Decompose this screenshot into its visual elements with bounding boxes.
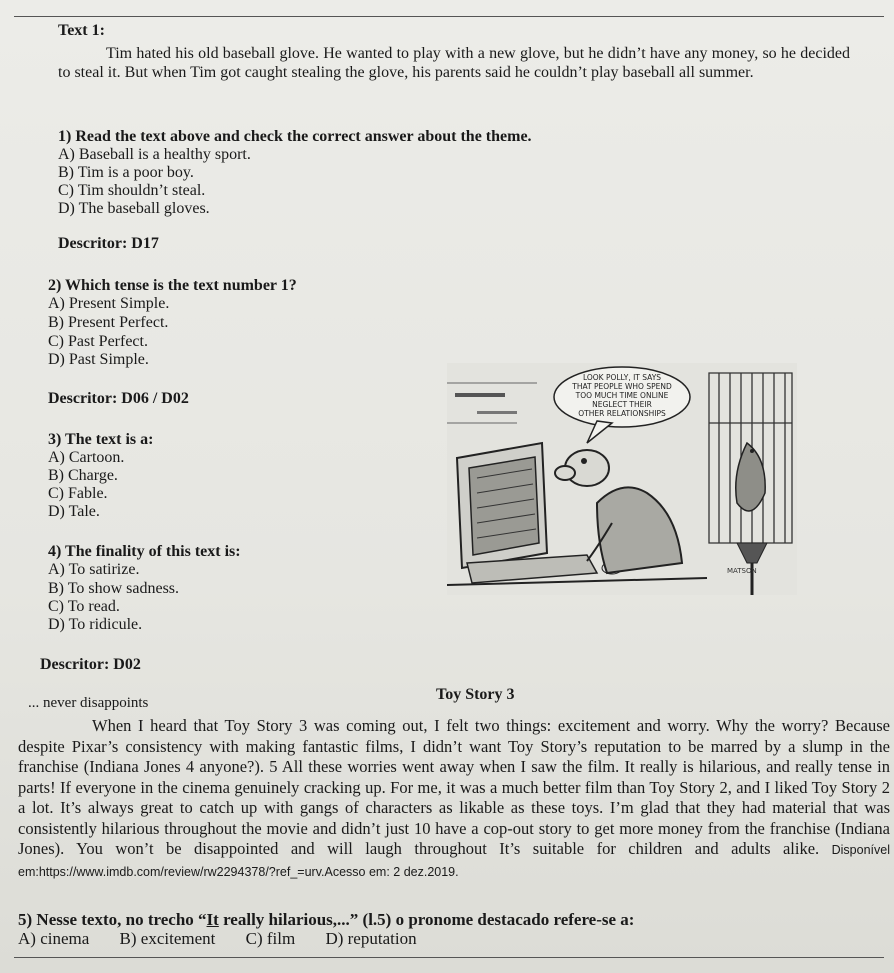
q3-stem: 3) The text is a: (48, 431, 154, 448)
q4-option-c[interactable]: C) To read. (48, 598, 120, 615)
speech-line-4: NEGLECT THEIR (592, 400, 652, 409)
q5-highlighted-pronoun: It (206, 910, 219, 929)
review-paragraph: When I heard that Toy Story 3 was coming out, I felt two things: excitement and worry. Why the worry? Because despite Pixar’s consistency with making fantastic films, I didn’t want Toy Story’s reputation to be marred by a slump in the franchise (Indiana Jones 4 anyone?). 5 All these worries went away when I saw the film. It really is hilarious, and really tense in parts! If everyone in the cinema genuinely cracking up. For me, it was a much better film than Toy Story 2, and I liked Toy Story 2 a lot. It’s always great to catch up with gangs of characters as likable as these toys. I’m glad that they had material that was consistently hilarious throughout the movie and didn’t just 10 have a cop-out story to get more money from the franchise (Indiana Jones). You won’t be disappointed and will laugh throughout It’s suitable for children and adults alike. Disponível em:https://www.imdb.com/review/rw2294378/?ref_=urv.Acesso em: 2 dez.2019. (18, 716, 890, 879)
q3-option-a[interactable]: A) Cartoon. (48, 449, 125, 466)
q5-stem: 5) Nesse texto, no trecho “It really hilarious,...” (l.5) o pronome destacado refere-se a: (18, 910, 635, 929)
q2-option-d[interactable]: D) Past Simple. (48, 351, 149, 368)
q4-option-b[interactable]: B) To show sadness. (48, 580, 180, 597)
q1-option-b[interactable]: B) Tim is a poor boy. (58, 164, 194, 181)
q1-option-d[interactable]: D) The baseball gloves. (58, 200, 210, 217)
cartoon-illustration (447, 363, 797, 595)
q1-stem: 1) Read the text above and check the correct answer about the theme. (58, 128, 532, 145)
q5-option-c[interactable]: C) film (245, 929, 296, 948)
q2-option-b[interactable]: B) Present Perfect. (48, 314, 169, 331)
q4-option-a[interactable]: A) To satirize. (48, 561, 140, 578)
q4-option-d[interactable]: D) To ridicule. (48, 616, 143, 633)
q2-stem: 2) Which tense is the text number 1? (48, 277, 297, 294)
q1-option-a[interactable]: A) Baseball is a healthy sport. (58, 146, 251, 163)
review-title: Toy Story 3 (436, 686, 515, 703)
q2-option-a[interactable]: A) Present Simple. (48, 295, 170, 312)
speech-line-1: LOOK POLLY, IT SAYS (582, 373, 662, 382)
q4-descritor: Descritor: D02 (40, 656, 141, 673)
text1-label: Text 1: (58, 22, 105, 39)
speech-line-5: OTHER RELATIONSHIPS (578, 409, 666, 418)
text1-paragraph: Tim hated his old baseball glove. He wanted to play with a new glove, but he didn’t have any money, so he decided to steal it. But when Tim got caught stealing the glove, his parents said he couldn’t play baseball all summer. (58, 45, 850, 81)
cartoon-drawing (447, 363, 797, 595)
q1-descritor: Descritor: D17 (58, 235, 159, 252)
cartoon-signature: MATSON (727, 567, 757, 575)
q5-option-b[interactable]: B) excitement (119, 929, 216, 948)
q2-option-c[interactable]: C) Past Perfect. (48, 333, 148, 350)
bottom-rule (14, 957, 884, 958)
q2-descritor: Descritor: D06 / D02 (48, 390, 189, 407)
q4-stem: 4) The finality of this text is: (48, 543, 241, 560)
q3-option-d[interactable]: D) Tale. (48, 503, 100, 520)
q5-options (18, 929, 618, 949)
review-tagline: ... never disappoints (28, 695, 149, 711)
speech-line-2: THAT PEOPLE WHO SPEND (572, 382, 672, 391)
q5-option-a[interactable]: A) cinema (18, 929, 90, 948)
speech-line-3: TOO MUCH TIME ONLINE (575, 391, 669, 400)
top-rule (14, 16, 884, 17)
q5-option-d[interactable]: D) reputation (325, 929, 417, 948)
q3-option-c[interactable]: C) Fable. (48, 485, 108, 502)
q3-option-b[interactable]: B) Charge. (48, 467, 118, 484)
q1-option-c[interactable]: C) Tim shouldn’t steal. (58, 182, 206, 199)
review-source: Disponível em:https://www.imdb.com/review/rw2294378/?ref_=urv.Acesso em: 2 dez.2019. (18, 843, 890, 879)
